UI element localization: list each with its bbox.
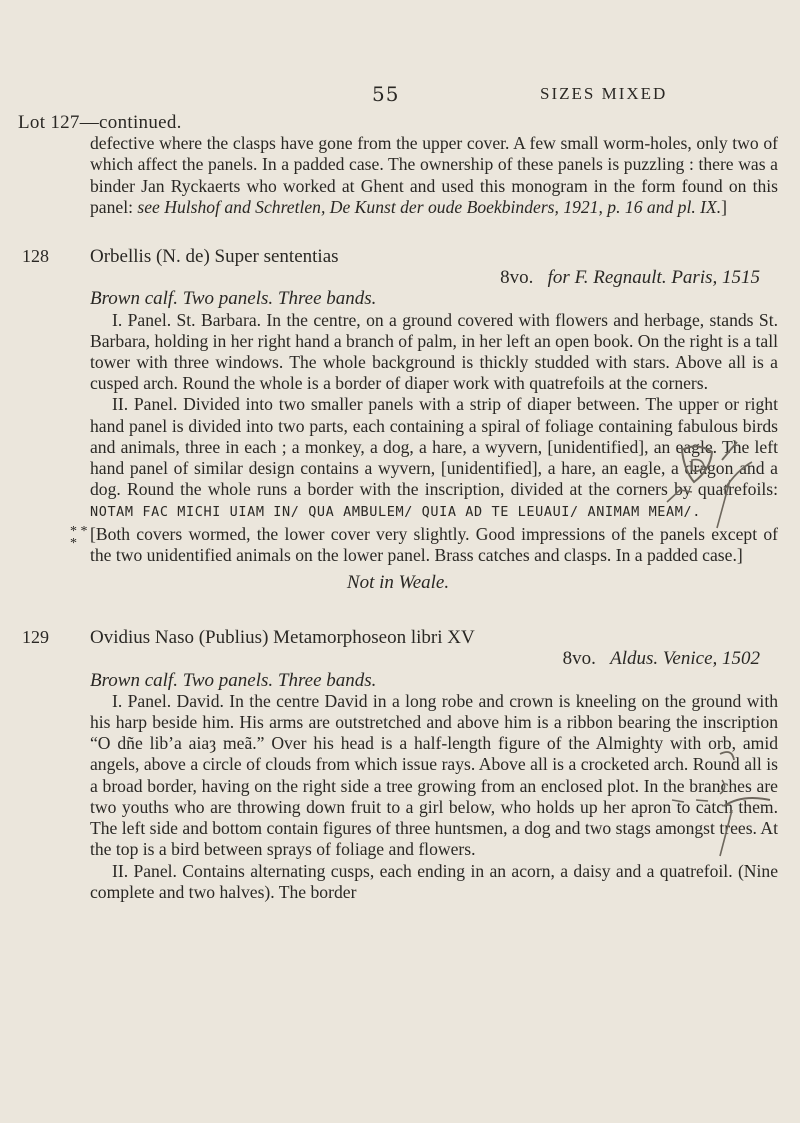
margin-sketch-shield-icon (662, 430, 782, 530)
margin-sketch-scroll-icon (662, 744, 782, 874)
lot-128-note: [Both covers wormed, the lower cover very slightly. Good impressions of the panels except of the two unidentified animals on the lower panel. Brass catches and clasps. In a padded case.] (90, 523, 778, 565)
lot-128-provenance: Not in Weale. (346, 572, 450, 594)
lot-129-panel-1: I. Panel. David. In the centre David in a long robe and crown is kneeling on the ground with his harp beside him. His arms are outstretched and above him is a ribbon bearing the inscription “O dñe lib’a aiaȝ meã.” Over his head is a half-length figure of the Almighty with orb, amid angels, above a circle of clouds from which issue rays. Above all is a crocketed arch. Round all is a broad border, having on the right side a tree growing from an enclosed plot. In the branches are two youths who are throwing down fruit to a girl below, who holds up her apron to catch them. The left side and bottom contain figures of three huntsmen, a dog and two stags amongst trees. At the top is a bird between sprays of foliage and flowers. (90, 690, 778, 860)
lot-128-format: 8vo. (500, 267, 534, 289)
lot-127-text: defective where the clasps have gone from the upper cover. A few small worm-holes, only two of which affect the panels. In a padded case. The ownership of these panels is puzzling : there was a binder Jan Ryckaerts who worked at Ghent and used this monogram in the form found on this panel: (90, 133, 778, 217)
lot-128-inscription: NOTAM FAC MICHI UIAM IN/ QUA AMBULEM/ QUIA AD TE LEUAUI/ ANIMAM MEAM/. (90, 504, 701, 521)
page-number: 55 (372, 82, 400, 106)
lot-128-asterism: * * * (70, 523, 88, 551)
lot-129-place: Aldus. Venice, 1502 (610, 648, 760, 670)
lot-129-binding: Brown calf. Two panels. Three bands. (90, 669, 377, 691)
lot-128-number: 128 (22, 246, 49, 267)
lot-129-heading: Ovidius Naso (Publius) Metamorphoseon libri XV (90, 627, 475, 649)
lot-128-heading: Orbellis (N. de) Super sententias (90, 246, 339, 268)
lot-127-bracket: ] (721, 196, 728, 217)
lot-127-continued-label: Lot 127—continued. (18, 112, 182, 133)
lot-129-format: 8vo. (562, 648, 596, 670)
lot-128-panel-2-text: II. Panel. Divided into two smaller panels with a strip of diaper between. The upper or right hand panel is divided into two parts, each containing a spiral of foliage containing fabulous birds and animals, three in each ; a monkey, a dog, a hare, a wyvern, [unidentified], an eagle. The left hand panel of similar design contains a wyvern, [unidentified], a hare, an eagle, a dragon and a dog. Round the whole runs a border with the inscription, divided at the corners by quatrefoils: (90, 394, 778, 500)
lot-127-reference: see Hulshof and Schretlen, De Kunst der oude Boekbinders, 1921, p. 16 and pl. IX. (137, 196, 722, 217)
section-title: SIZES MIXED (540, 84, 668, 103)
lot-129-imprint (18, 648, 778, 669)
lot-129-number: 129 (22, 627, 49, 648)
lot-128-place: for F. Regnault. Paris, 1515 (547, 267, 760, 289)
lot-128-binding: Brown calf. Two panels. Three bands. (90, 288, 377, 310)
running-head (0, 82, 800, 112)
lot-127-description (90, 133, 778, 218)
lot-128-imprint (18, 267, 778, 288)
lot-128-panel-1: I. Panel. St. Barbara. In the centre, on a ground covered with flowers and herbage, stands St. Barbara, holding in her right hand a branch of palm, in her left an open book. On the right is a tall tower with three windows. The whole background is thickly studded with stars. Above all is a cusped arch. Round the whole is a border of diaper work with quatrefoils at the corners. (90, 309, 778, 394)
lot-128 (18, 246, 778, 593)
lot-129-panel-2: II. Panel. Contains alternating cusps, each ending in an acorn, a daisy and a quatrefoil. (Nine complete and two halves). The border (90, 860, 778, 902)
